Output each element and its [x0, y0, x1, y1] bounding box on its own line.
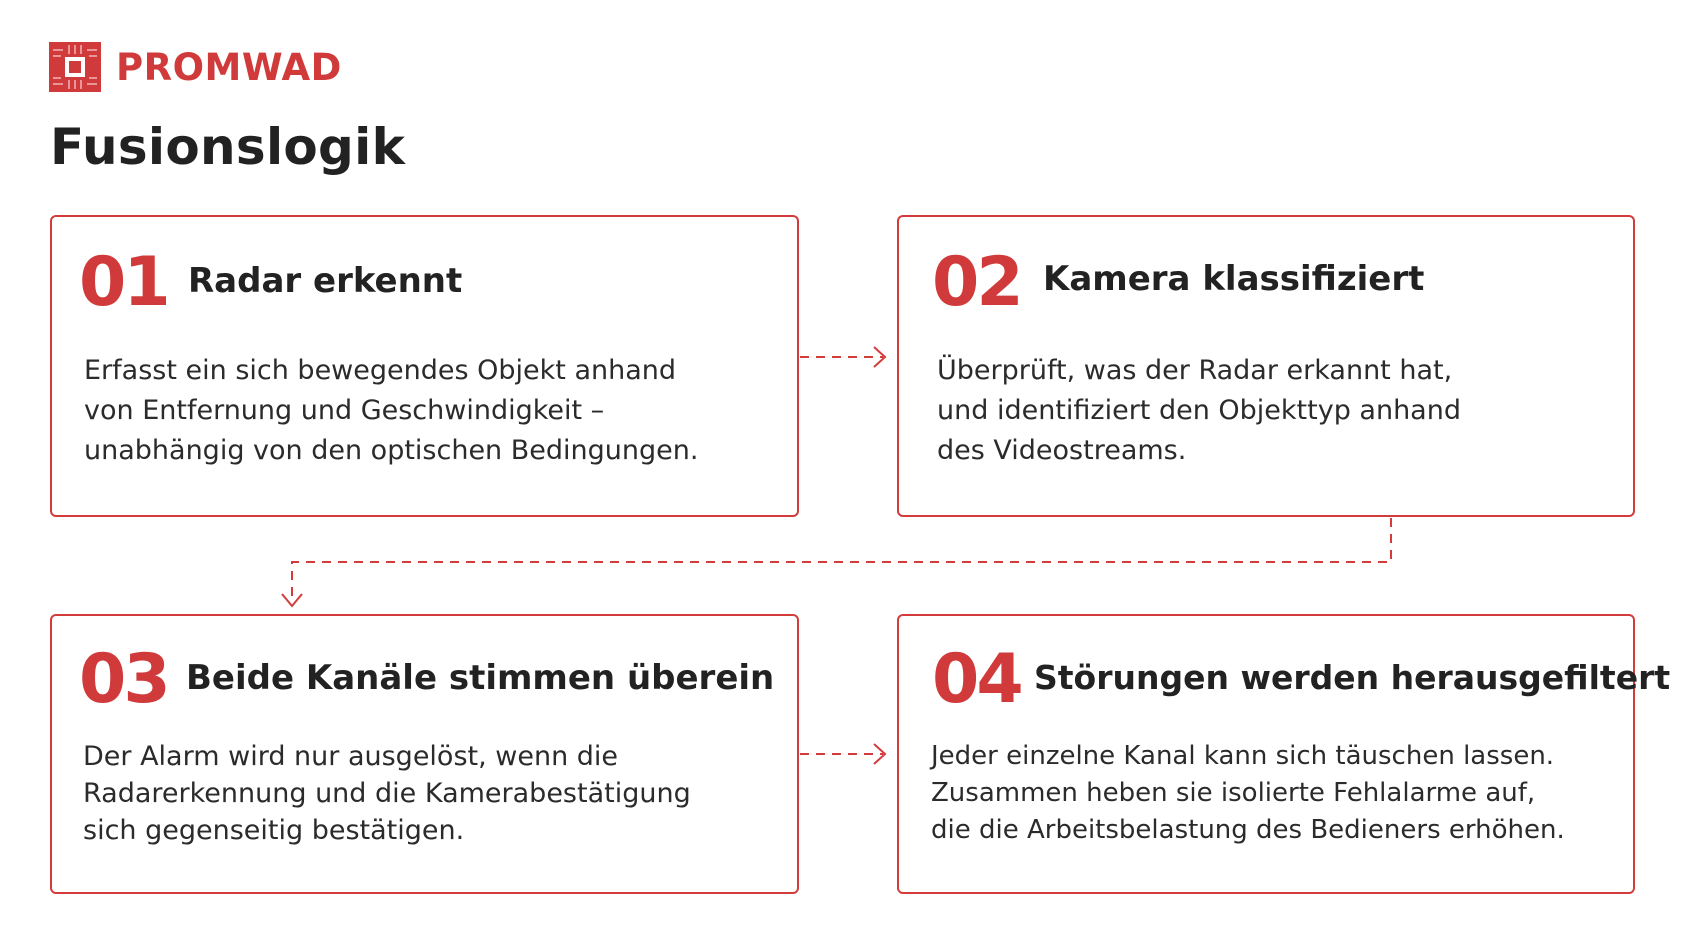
- arrow-head-right-icon: [874, 744, 885, 764]
- step-card-01: [50, 215, 799, 517]
- step-description: [937, 351, 1461, 471]
- arrow-head-right-icon: [874, 347, 885, 367]
- step-number: 02: [932, 243, 1021, 322]
- description-line: Der Alarm wird nur ausgelöst, wenn die: [83, 741, 619, 772]
- description-line: Überprüft, was der Radar erkannt hat,: [937, 355, 1453, 386]
- description-line: des Videostreams.: [937, 435, 1187, 466]
- connector-02-03: [292, 518, 1391, 600]
- step-description: [83, 738, 691, 849]
- description-line: die die Arbeitsbelastung des Bedieners erhöhen.: [931, 815, 1565, 845]
- description-line: Zusammen heben sie isolierte Fehlalarme auf,: [931, 778, 1536, 808]
- step-card-04: [897, 614, 1671, 894]
- step-description: [84, 351, 698, 471]
- description-line: sich gegenseitig bestätigen.: [83, 815, 465, 846]
- step-number: 04: [932, 640, 1021, 719]
- step-title: Beide Kanäle stimmen überein: [186, 658, 775, 698]
- page-title: Fusionslogik: [50, 118, 406, 176]
- description-line: Radarerkennung und die Kamerabestätigung: [83, 778, 691, 809]
- description-line: Jeder einzelne Kanal kann sich täuschen lassen.: [931, 741, 1555, 771]
- step-title: Radar erkennt: [188, 261, 463, 301]
- step-title: Kamera klassifiziert: [1043, 259, 1425, 299]
- step-description: [931, 738, 1565, 849]
- step-title: Störungen werden herausgefiltert: [1034, 658, 1671, 697]
- description-line: von Entfernung und Geschwindigkeit –: [84, 395, 605, 426]
- description-line: Erfasst ein sich bewegendes Objekt anhand: [84, 355, 677, 386]
- step-number: 03: [79, 640, 168, 719]
- step-card-03: [50, 614, 799, 894]
- description-line: und identifiziert den Objekttyp anhand: [937, 395, 1461, 426]
- description-line: unabhängig von den optischen Bedingungen.: [84, 435, 699, 466]
- step-card-02: [897, 215, 1635, 517]
- step-number: 01: [79, 243, 168, 322]
- brand-name: PROMWAD: [116, 45, 342, 89]
